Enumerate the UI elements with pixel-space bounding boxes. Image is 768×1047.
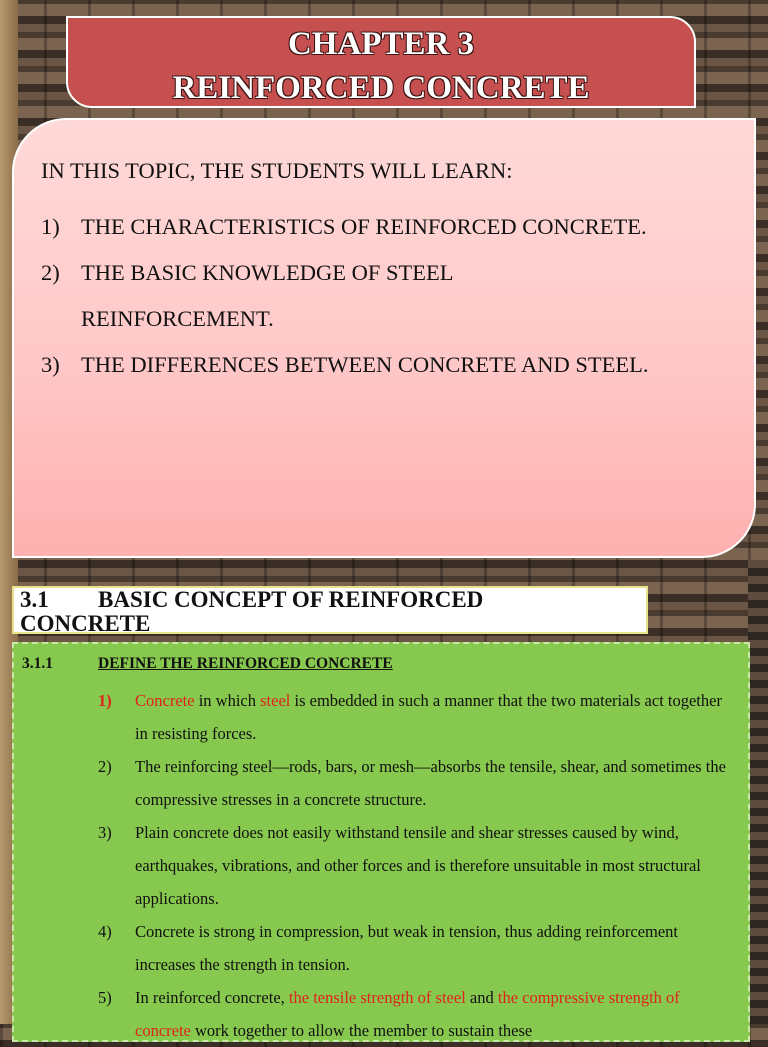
definition-point [98,915,738,981]
objectives-list [41,204,751,388]
objective-text: THE DIFFERENCES BETWEEN CONCRETE AND STEEL. [81,352,649,377]
objective-item [41,204,751,250]
chapter-number: CHAPTER 3 [287,26,475,62]
objective-text-line1: THE BASIC KNOWLEDGE OF STEEL [81,260,454,285]
definition-panel [12,642,750,1042]
keyword-concrete: Concrete [135,691,195,710]
point-text-part: is embedded in such a manner that the two materials act together in resisting forces. [135,691,722,743]
objective-number: 3) [41,352,60,377]
subsection-number: 3.1.1 [22,655,53,672]
objective-item [41,342,751,388]
definition-point [98,981,738,1047]
point-text-part: in which [194,691,261,710]
definition-point [98,750,738,816]
objective-text-line2: REINFORCEMENT. [81,306,274,331]
point-text-part: In reinforced concrete, [135,988,289,1007]
point-text [135,981,738,1047]
point-text: The reinforcing steel—rods, bars, or mesh—absorbs the tensile, shear, and sometimes the compressive stresses in a concrete structure. [135,757,726,809]
section-number: 3.1 [20,587,49,612]
keyword-steel: steel [260,691,291,710]
highlight-compressive-strength: the compressive strength of concrete [135,988,680,1040]
point-number: 4) [98,922,112,941]
objective-number: 1) [41,214,60,239]
objective-text: THE CHARACTERISTICS OF REINFORCED CONCRETE. [81,214,647,239]
chapter-title-banner [66,16,696,108]
point-number: 3) [98,823,112,842]
objectives-intro: IN THIS TOPIC, THE STUDENTS WILL LEARN: [41,158,513,183]
point-text: Concrete is strong in compression, but weak in tension, thus adding reinforcement increases the strength in tension. [135,922,679,974]
learning-objectives-panel [12,118,756,558]
background-rebar-right [748,560,768,1024]
section-heading [12,586,648,634]
section-title: BASIC CONCEPT OF REINFORCED [98,587,484,612]
objective-item [41,250,751,342]
objective-text [81,250,751,342]
section-title-continued: CONCRETE [20,611,151,634]
definition-point [98,816,738,915]
definition-point [98,684,738,750]
point-number: 1) [98,691,112,710]
subsection-title: DEFINE THE REINFORCED CONCRETE [98,655,393,672]
chapter-title: REINFORCED CONCRETE [172,70,590,106]
highlight-tensile-strength: the tensile strength of steel [288,988,466,1007]
point-number: 2) [98,757,112,776]
point-number: 5) [98,988,112,1007]
point-text-part: work together to allow the member to sustain these [190,1021,533,1040]
objective-number: 2) [41,260,60,285]
definition-points [98,684,738,1047]
point-text: Plain concrete does not easily withstand tensile and shear stresses caused by wind, earthquakes, vibrations, and other forces and is therefore unsuitable in most structural applications. [135,823,701,908]
point-text-part: and [465,988,498,1007]
point-text [135,684,738,750]
